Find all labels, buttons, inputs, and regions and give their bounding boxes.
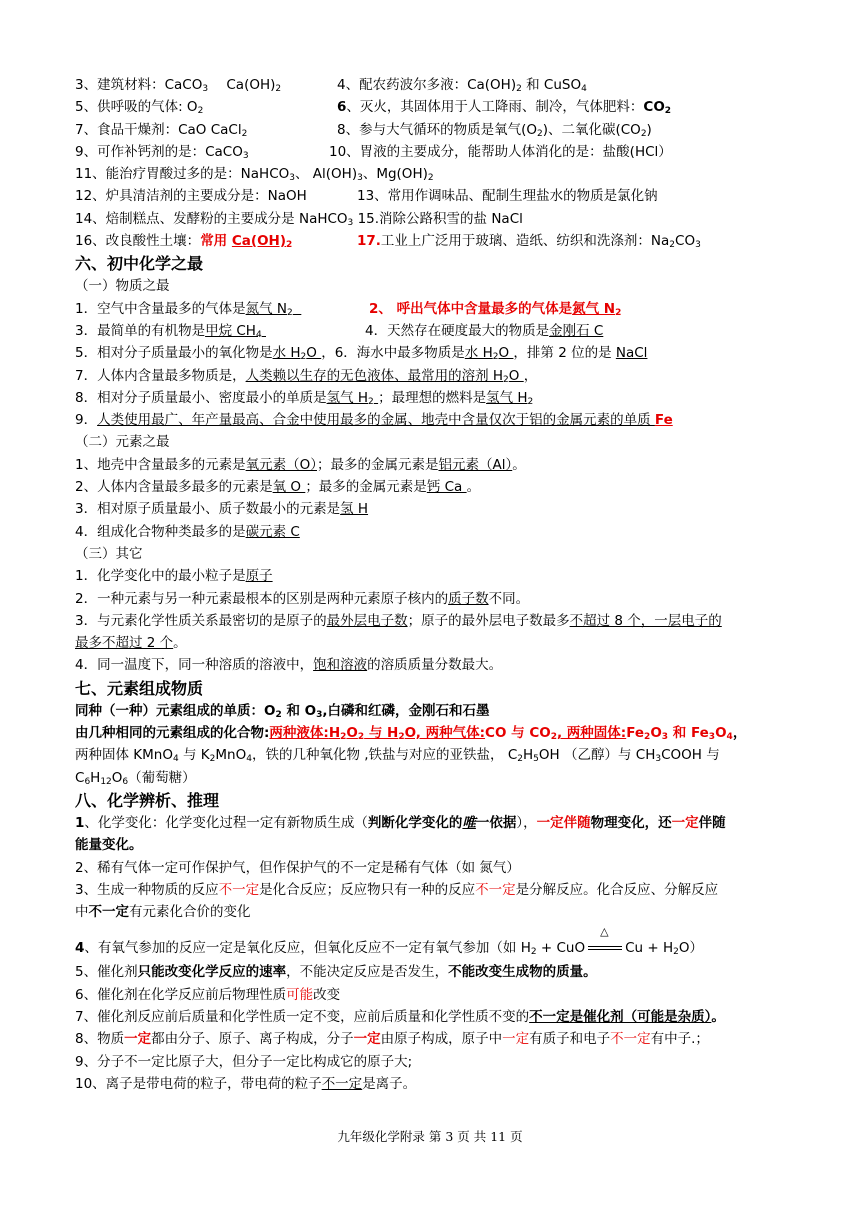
- reasoning-3b: 中不一定有元素化合价的变化: [75, 904, 251, 921]
- list-line-16: 16、改良酸性土壤：常用 $Ca(OH)_2$ 17.工业上广泛用于玻璃、造纸、纺织和洗涤剂：$Na_2CO_3$: [75, 233, 701, 251]
- reasoning-7: 7、催化剂反应前后质量和化学性质一定不变，应前后质量和化学性质不变的不一定是催化剂（可能是杂质）。: [75, 1008, 725, 1025]
- reasoning-1b: 能量变化。: [75, 837, 143, 854]
- superlative-8: 8．相对分子质量最小、密度最小的单质是氢气 $H_2$ ；最理想的燃料是氢气 $H_2$: [75, 389, 534, 407]
- reasoning-2: 2、稀有气体一定可作保护气，但作保护气的不一定是稀有气体（如 氮气）: [75, 859, 520, 876]
- section-6-title: 六、初中化学之最: [75, 254, 204, 274]
- section-7-title: 七、元素组成物质: [75, 678, 204, 698]
- subsection-elements: （二）元素之最: [75, 434, 170, 451]
- subsection-others: （三）其它: [75, 545, 143, 562]
- reasoning-8: 8、物质一定都由分子、原子、离子构成，分子一定由原子构成，原子中一定有质子和电子不一定有中子.；: [75, 1031, 709, 1048]
- element-4: 4．组成化合物种类最多的是碳元素 C: [75, 523, 300, 540]
- page-footer: 九年级化学附录 第 3 页 共 11 页: [337, 1129, 523, 1144]
- reasoning-3a: 3、生成一种物质的反应不一定是化合反应；反应物只有一种的反应不一定是分解反应。化合反应、分解反应: [75, 881, 719, 898]
- superlative-7: 7．人体内含量最多物质是，人类赖以生存的无色液体、最常用的溶剂 $H_2O$ ，: [75, 367, 538, 385]
- heat-triangle-icon: △: [600, 925, 609, 939]
- composition-line-1: 同种（一种）元素组成的单质：$O_2$ 和 $O_3$,白磷和红磷，金刚石和石墨: [75, 702, 490, 720]
- composition-line-4: $C_6H_{12}O_6$（葡萄糖）: [75, 769, 196, 787]
- composition-line-3: 两种固体 KMnO$_4$ 与 $K_2MnO_4$，铁的几种氧化物 ,铁盐与对应的亚铁盐， $C_2H_5OH$ （乙醇）与 $CH_3COOH$ 与: [75, 747, 720, 765]
- element-2: 2、人体内含量最多最多的元素是氧 O ；最多的金属元素是钙 Ca 。: [75, 479, 481, 496]
- reasoning-5: 5、催化剂只能改变化学反应的速率，不能决定反应是否发生，不能改变生成物的质量。: [75, 964, 597, 981]
- other-3b: 最多不超过 2 个。: [75, 635, 187, 652]
- superlative-3: 3．最简单的有机物是甲烷 $CH_4$ 4．天然存在硬度最大的物质是金刚石 C: [75, 322, 604, 340]
- document-page: [75, 74, 810, 1095]
- subsection-substances: （一）物质之最: [75, 278, 170, 295]
- other-4: 4．同一温度下，同一种溶质的溶液中，饱和溶液的溶质质量分数最大。: [75, 657, 503, 674]
- list-line-12: 12、炉具清洁剂的主要成分是：NaOH 13、常用作调味品、配制生理盐水的物质是氯化钠: [75, 188, 658, 205]
- heating-equals-sign: [585, 925, 625, 961]
- list-line-11: 11、能治疗胃酸过多的是：NaHCO$_3$、 $Al(OH)_3$、$Mg(OH)_2$: [75, 166, 434, 184]
- superlative-9: 9．人类使用最广、年产量最高、合金中使用最多的金属、地壳中含量仅次于铝的金属元素的单质 Fe: [75, 412, 673, 429]
- other-3a: 3．与元素化学性质关系最密切的是原子的最外层电子数；原子的最外层电子数最多不超过 8 个，一层电子的: [75, 612, 722, 629]
- list-line-9: 9、可作补钙剂的是：CaCO$_3$ 10、胃液的主要成分，能帮助人体消化的是：盐酸(HCl）: [75, 143, 672, 161]
- element-3: 3．相对原子质量最小、质子数最小的元素是氢 H: [75, 501, 369, 518]
- reasoning-1a: 1、化学变化：化学变化过程一定有新物质生成（判断化学变化的唯一依据），一定伴随物理变化，还一定伴随: [75, 814, 726, 831]
- list-line-5: 5、供呼吸的气体: $O_2$ 6、灭火，其固体用于人工降雨、制冷，气体肥料：$CO_2$: [75, 99, 672, 117]
- reasoning-4: 4、有氧气参加的反应一定是氧化反应，但氧化反应不一定有氧气参加（如 $H_2$ + CuO △ $Cu + H_2O$）: [75, 935, 810, 961]
- superlative-5: 5．相对分子质量最小的氧化物是水 $H_2O$ ，6．海水中最多物质是水 $H_2O$ ，排第 2 位的是 NaCl: [75, 345, 648, 363]
- composition-line-2: 由几种相同的元素组成的化合物:两种液体$:H_2O_2$ 与 $H_2O$, 两种气体:CO 与 $CO_2$, 两种固体$:Fe_2O_3$ 和 $Fe_3O_4$，: [75, 725, 747, 743]
- superlative-1: 1．空气中含量最多的气体是氮气 $N_2$ 2、 呼出气体中含量最多的气体是氮气 $N_2$: [75, 300, 622, 318]
- reasoning-9: 9、分子不一定比原子大，但分子一定比构成它的原子大;: [75, 1053, 413, 1070]
- element-1: 1、地壳中含量最多的元素是氧元素（O）；最多的金属元素是铝元素（Al）。: [75, 456, 526, 473]
- other-2: 2．一种元素与另一种元素最根本的区别是两种元素原子核内的质子数不同。: [75, 590, 530, 607]
- list-line-7: 7、食品干燥剂：CaO CaCl$_2$ 8、参与大气循环的物质是氧气$(O_2)$、二氧化碳$(CO_2)$: [75, 121, 652, 139]
- other-1: 1．化学变化中的最小粒子是原子: [75, 568, 273, 585]
- section-8-title: 八、化学辨析、推理: [75, 790, 220, 810]
- list-line-3: 3、建筑材料：CaCO$_3$ $Ca(OH)_2$ 4、配农药波尔多液：$Ca(OH)_2$ 和 CuSO$_4$: [75, 77, 587, 94]
- reasoning-10: 10、离子是带电荷的粒子，带电荷的粒子不一定是离子。: [75, 1075, 417, 1092]
- reasoning-6: 6、催化剂在化学反应前后物理性质可能改变: [75, 986, 341, 1003]
- list-line-14: 14、焙制糕点、发酵粉的主要成分是 NaHCO$_3$ 15.消除公路积雪的盐 NaCl: [75, 210, 523, 228]
